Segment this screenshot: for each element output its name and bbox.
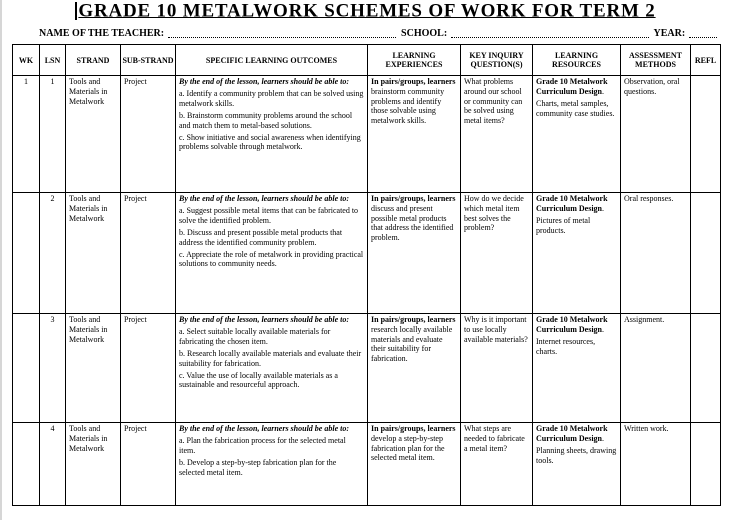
cell-refl <box>691 314 721 423</box>
header-lsn: LSN <box>40 45 66 76</box>
title-row <box>2 0 729 21</box>
teacher-name-label: NAME OF THE TEACHER: <box>39 28 165 40</box>
cell-learning-resources <box>533 76 621 193</box>
experiences-lead: In pairs/groups, learners <box>371 77 456 87</box>
cell-refl <box>691 76 721 193</box>
key-inquiry-text: What steps are needed to fabricate a metal item? <box>464 424 525 453</box>
header-key-inquiry-questions: KEY INQUIRY QUESTION(S) <box>461 45 533 76</box>
outcomes-list <box>179 89 364 152</box>
strand-value: Tools and Materials in Metalwork <box>69 315 108 344</box>
outcome-item: a. Select suitable locally available materials for fabricating the chosen item. <box>179 327 331 347</box>
sub-strand-value: Project <box>124 194 147 204</box>
strand-value: Tools and Materials in Metalwork <box>69 77 108 106</box>
outcomes-list <box>179 436 364 477</box>
key-inquiry-text: How do we decide which metal item best solves the problem? <box>464 194 524 233</box>
outcome-item: a. Identify a community problem that can be solved using metalwork skills. <box>179 89 364 109</box>
outcomes-intro: By the end of the lesson, learners should be able to: <box>179 77 350 87</box>
resources-title-period: . <box>602 433 604 443</box>
header-learning-resources: LEARNING RESOURCES <box>533 45 621 76</box>
cell-learning-resources <box>533 193 621 314</box>
cell-learning-experiences <box>368 423 461 506</box>
schemes-of-work-table <box>12 44 721 506</box>
cell-learning-experiences <box>368 193 461 314</box>
header-sub-strand: SUB-STRAND <box>121 45 176 76</box>
outcomes-list <box>179 327 364 390</box>
experiences-lead: In pairs/groups, learners <box>371 315 456 325</box>
resources-items: Planning sheets, drawing tools. <box>536 446 617 465</box>
cell-strand <box>66 76 121 193</box>
key-inquiry-text: What problems around our school or community can be solved using metal items? <box>464 77 523 125</box>
cell-assessment-methods <box>621 423 691 506</box>
experiences-text: brainstorm community problems and identify those solvable using metalwork skills. <box>371 86 445 125</box>
resources-title-period: . <box>602 86 604 96</box>
cell-assessment-methods <box>621 193 691 314</box>
cell-key-inquiry-question <box>461 423 533 506</box>
cell-refl <box>691 193 721 314</box>
sub-strand-value: Project <box>124 315 147 325</box>
cell-lsn <box>40 314 66 423</box>
teacher-name-blank <box>168 29 396 38</box>
table-row <box>13 314 721 423</box>
experiences-text: discuss and present possible metal products that address the identified problem. <box>371 203 454 242</box>
cell-key-inquiry-question <box>461 76 533 193</box>
cell-wk <box>13 193 40 314</box>
resources-items: Internet resources, charts. <box>536 337 596 356</box>
assessment-text: Assignment. <box>624 315 665 325</box>
cell-assessment-methods <box>621 314 691 423</box>
header-strand: STRAND <box>66 45 121 76</box>
header-wk: WK <box>13 45 40 76</box>
cell-lsn <box>40 423 66 506</box>
outcome-item: c. Appreciate the role of metalwork in providing practical solutions to community needs. <box>179 249 364 269</box>
cell-strand <box>66 314 121 423</box>
outcome-item: b. Discuss and present possible metal products that address the identified community problem. <box>179 228 343 247</box>
outcomes-intro: By the end of the lesson, learners should be able to: <box>179 424 350 434</box>
header-assessment-methods: ASSESSMENT METHODS <box>621 45 691 76</box>
header-refl: REFL <box>691 45 721 76</box>
cell-strand <box>66 193 121 314</box>
sub-strand-value: Project <box>124 77 147 87</box>
school-label: SCHOOL: <box>401 28 448 40</box>
strand-value: Tools and Materials in Metalwork <box>69 424 108 453</box>
cell-sub-strand <box>121 423 176 506</box>
resources-title-period: . <box>602 203 604 213</box>
lsn-value: 3 <box>50 315 55 325</box>
table-row <box>13 193 721 314</box>
resources-title: Grade 10 Metalwork Curriculum Design <box>536 315 608 334</box>
experiences-lead: In pairs/groups, learners <box>371 424 456 434</box>
school-blank <box>451 29 648 38</box>
cell-learning-experiences <box>368 314 461 423</box>
assessment-text: Oral responses. <box>624 194 674 204</box>
cell-learning-resources <box>533 423 621 506</box>
cell-learning-experiences <box>368 76 461 193</box>
resources-title: Grade 10 Metalwork Curriculum Design <box>536 424 608 443</box>
lsn-value: 1 <box>50 77 55 87</box>
cell-specific-learning-outcomes <box>176 76 368 193</box>
resources-title-line <box>536 315 617 334</box>
key-inquiry-text: Why is it important to use locally available materials? <box>464 315 528 344</box>
resources-items: Charts, metal samples, community case studies. <box>536 99 615 118</box>
outcome-item: a. Plan the fabrication process for the selected metal item. <box>179 436 346 456</box>
resources-title-period: . <box>602 324 604 334</box>
outcome-item: b. Develop a step-by-step fabrication plan for the selected metal item. <box>179 458 337 477</box>
assessment-text: Observation, oral questions. <box>624 77 680 96</box>
table-row <box>13 423 721 506</box>
year-label: YEAR: <box>653 28 686 40</box>
outcomes-list <box>179 206 364 269</box>
cell-refl <box>691 423 721 506</box>
cell-strand <box>66 423 121 506</box>
cell-key-inquiry-question <box>461 193 533 314</box>
sub-strand-value: Project <box>124 424 147 434</box>
cell-specific-learning-outcomes <box>176 193 368 314</box>
cell-sub-strand <box>121 76 176 193</box>
resources-title-line <box>536 194 617 213</box>
resources-title: Grade 10 Metalwork Curriculum Design <box>536 77 608 96</box>
outcome-item: b. Research locally available materials and evaluate their suitability for fabrication. <box>179 349 362 368</box>
cell-lsn <box>40 76 66 193</box>
table-row <box>13 76 721 193</box>
outcome-item: c. Value the use of locally available materials as a sustainable and resourceful approach. <box>179 370 338 390</box>
resources-items: Pictures of metal products. <box>536 216 591 235</box>
cell-specific-learning-outcomes <box>176 314 368 423</box>
cell-specific-learning-outcomes <box>176 423 368 506</box>
experiences-text: research locally available materials and evaluate their suitability for fabrication. <box>371 324 453 363</box>
resources-title-line <box>536 77 617 96</box>
header-learning-experiences: LEARNING EXPERIENCES <box>368 45 461 76</box>
table-header-row <box>13 45 721 76</box>
cell-sub-strand <box>121 314 176 423</box>
outcome-item: c. Show initiative and social awareness when identifying problems solvable through metalwork. <box>179 132 361 152</box>
cell-lsn <box>40 193 66 314</box>
outcome-item: b. Brainstorm community problems around the school and match them to metal-based solutions. <box>179 111 353 130</box>
header-specific-learning-outcomes: SPECIFIC LEARNING OUTCOMES <box>176 45 368 76</box>
cell-wk <box>13 76 40 193</box>
strand-value: Tools and Materials in Metalwork <box>69 194 108 223</box>
assessment-text: Written work. <box>624 424 669 434</box>
resources-title: Grade 10 Metalwork Curriculum Design <box>536 194 608 213</box>
experiences-text: develop a step-by-step fabrication plan for the selected metal item. <box>371 433 445 463</box>
cell-wk <box>13 314 40 423</box>
page-title: GRADE 10 METALWORK SCHEMES OF WORK FOR TERM 2 <box>78 0 656 22</box>
cell-learning-resources <box>533 314 621 423</box>
outcome-item: a. Suggest possible metal items that can be fabricated to solve the identified problem. <box>179 206 359 226</box>
cell-assessment-methods <box>621 76 691 193</box>
header-info-line <box>39 28 717 39</box>
lsn-value: 2 <box>50 194 55 204</box>
outcomes-intro: By the end of the lesson, learners should be able to: <box>179 315 350 325</box>
wk-value: 1 <box>24 77 28 87</box>
lsn-value: 4 <box>50 424 55 434</box>
experiences-lead: In pairs/groups, learners <box>371 194 456 204</box>
cell-key-inquiry-question <box>461 314 533 423</box>
cell-wk <box>13 423 40 506</box>
year-blank <box>689 29 717 38</box>
cell-sub-strand <box>121 193 176 314</box>
outcomes-intro: By the end of the lesson, learners should be able to: <box>179 194 350 204</box>
resources-title-line <box>536 424 617 443</box>
